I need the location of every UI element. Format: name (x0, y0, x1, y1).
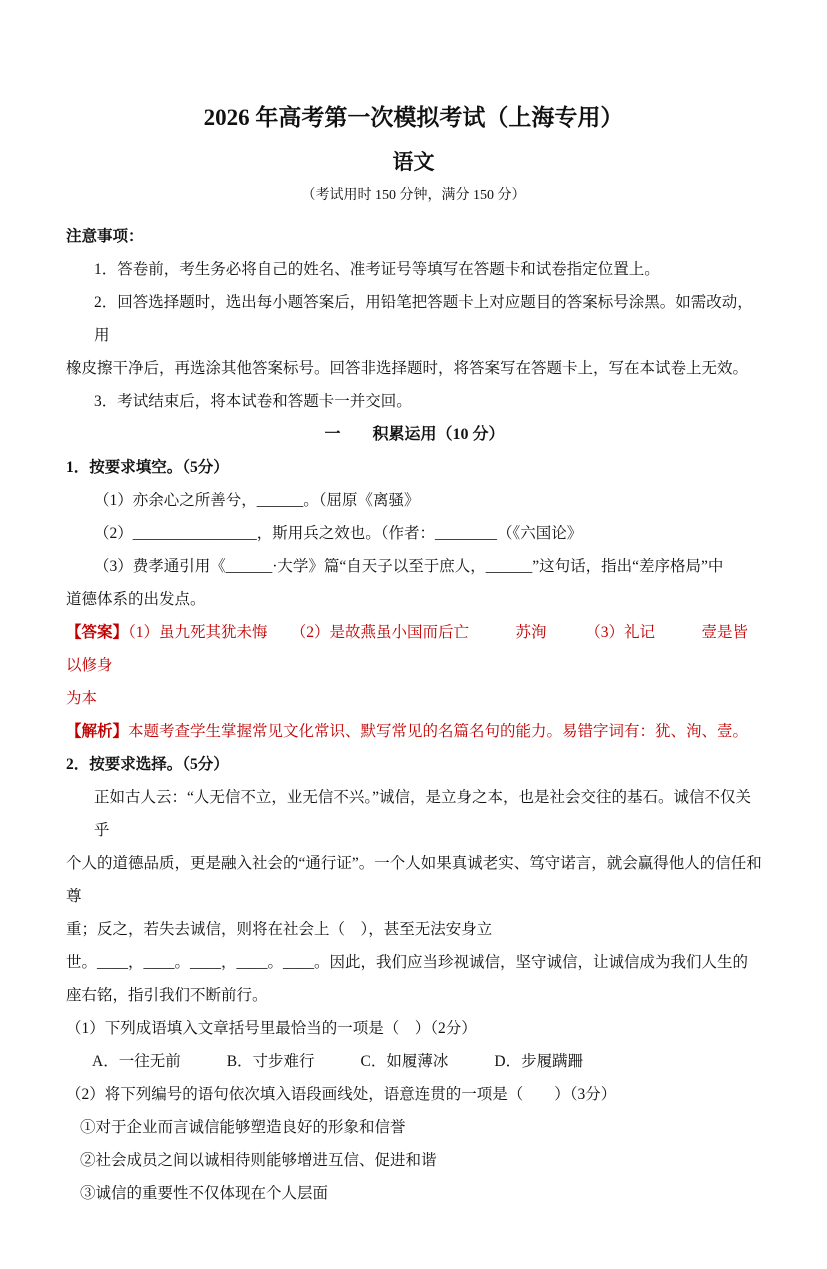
question-2-heading: 2．按要求选择。（5分） (66, 756, 229, 773)
option-a: A．一往无前 (92, 1053, 181, 1070)
section-1-heading: 一 积累运用（10 分） (324, 426, 505, 443)
q1-item-1: （1）亦余心之所善兮，______。（屈原《离骚》 (94, 492, 420, 509)
numbered-sentence-2: ②社会成员之间以诚相待则能够增进互信、促进和谐 (80, 1152, 437, 1169)
notice-item-2-line-1: 2．回答选择题时，选出每小题答案后，用铅笔把答题卡上对应题目的答案标号涂黑。如需改动，用 (94, 294, 753, 344)
q2-sub-question-2: （2）将下列编号的语句依次填入语段画线处，语意连贯的一项是（ ）（3分） (66, 1086, 617, 1103)
q1-answer-line-1 (66, 616, 763, 682)
q1-item-3-line-1: （3）费孝通引用《______·大学》篇“自天子以至于庶人，______”这句话，指出“差序格局”中 (94, 558, 724, 575)
answer-text: （1）虽九死其犹未悔 （2）是故燕虽小国而后亡 苏洵 （3）礼记 壹是皆以修身 (66, 624, 749, 674)
option-b: B．寸步难行 (226, 1053, 315, 1070)
exam-paper-page (0, 100, 827, 1269)
notice-item-2-line-2: 橡皮擦干净后，再选涂其他答案标号。回答非选择题时，将答案写在答题卡上，写在本试卷上无效。 (66, 360, 749, 377)
q1-item-3-line-2: 道德体系的出发点。 (66, 591, 206, 608)
notice-item-1: 1．答卷前，考生务必将自己的姓名、准考证号等填写在答题卡和试卷指定位置上。 (94, 261, 660, 278)
q2-passage-line-4: 世。____，____。____，____。____。因此，我们应当珍视诚信，坚守诚信，让诚信成为我们人生的 (66, 954, 749, 971)
answer-label: 【答案】 (66, 624, 129, 641)
numbered-sentence-3: ③诚信的重要性不仅体现在个人层面 (80, 1185, 329, 1202)
option-c: C．如履薄冰 (360, 1053, 449, 1070)
q2-sub-question-1: （1）下列成语填入文章括号里最恰当的一项是（ ）（2分） (66, 1020, 477, 1037)
question-1-heading: 1．按要求填空。（5分） (66, 459, 229, 476)
analysis-label: 【解析】 (66, 723, 129, 740)
q1-item-2: （2）________________，斯用兵之效也。（作者：________（《六国论》 (94, 525, 583, 542)
q2-passage-line-1: 正如古人云：“人无信不立，业无信不兴。”诚信，是立身之本，也是社会交往的基石。诚信不仅关乎 (94, 789, 752, 839)
q2-passage-line-2: 个人的道德品质，更是融入社会的“通行证”。一个人如果真诚老实、笃守诺言，就会赢得他人的信任和尊 (66, 855, 762, 905)
q2-passage-line-5: 座右铭，指引我们不断前行。 (66, 987, 268, 1004)
q2-passage-line-3: 重；反之，若失去诚信，则将在社会上（ ），甚至无法安身立 (66, 921, 493, 938)
exam-subject: 语文 (392, 150, 435, 174)
analysis-text: 本题考查学生掌握常见文化常识、默写常见的名篇名句的能力。易错字词有：犹、洵、壹。 (128, 723, 749, 740)
exam-title: 2026 年高考第一次模拟考试（上海专用） (203, 105, 624, 130)
numbered-sentence-1: ①对于企业而言诚信能够塑造良好的形象和信誉 (80, 1119, 406, 1136)
exam-duration-info: （考试用时 150 分钟，满分 150 分） (301, 188, 526, 203)
q1-answer-line-2: 为本 (66, 690, 98, 707)
notice-item-3: 3．考试结束后，将本试卷和答题卡一并交回。 (94, 393, 412, 410)
q2-options-row (66, 1045, 763, 1078)
notice-heading: 注意事项： (66, 228, 144, 245)
option-d: D．步履蹒跚 (494, 1053, 584, 1070)
q1-analysis (66, 715, 763, 748)
